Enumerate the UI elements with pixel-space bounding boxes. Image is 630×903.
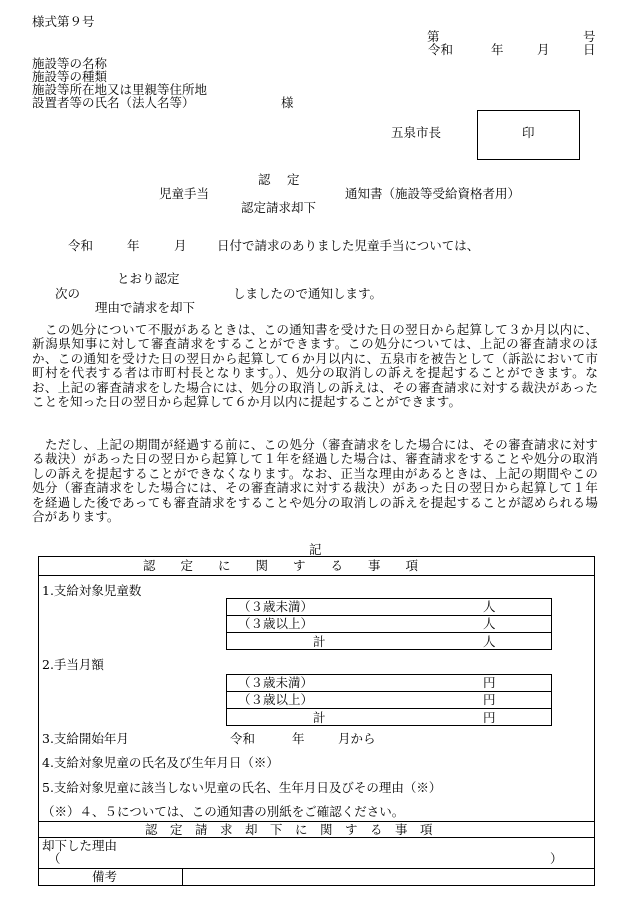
item3-month: 月から bbox=[338, 731, 376, 746]
item2-over3-label: （３歳以上） bbox=[238, 692, 314, 707]
item2-over3-unit: 円 bbox=[483, 692, 496, 707]
item1-over3-unit: 人 bbox=[483, 616, 496, 631]
remarks-label: 備考 bbox=[92, 869, 118, 884]
document-number-suffix: 号 bbox=[583, 29, 596, 44]
rejection-reason-label: 却下した理由 bbox=[42, 838, 118, 853]
item1-row-divider bbox=[226, 632, 552, 633]
title-option-rejection: 認定請求却下 bbox=[241, 200, 317, 215]
item1-over3-label: （３歳以上） bbox=[238, 616, 314, 631]
item5-label: 5.支給対象児童に該当しない児童の氏名、生年月日及びその理由（※） bbox=[42, 780, 442, 795]
intro-tail: しましたので通知します。 bbox=[233, 286, 383, 301]
item1-total-label: 計 bbox=[313, 634, 326, 649]
date-day: 日 bbox=[583, 42, 596, 57]
table-note: （※）４、５については、この通知書の別紙をご確認ください。 bbox=[42, 804, 405, 819]
item2-label: 2.手当月額 bbox=[42, 657, 104, 672]
intro-option-rejection: 理由で請求を却下 bbox=[95, 300, 196, 315]
item3-era: 令和 bbox=[230, 731, 256, 746]
intro-era: 令和 bbox=[68, 238, 94, 253]
table-divider bbox=[38, 575, 595, 576]
intro-option-recognition: とおり認定 bbox=[117, 271, 180, 286]
remarks-divider bbox=[38, 868, 595, 869]
document-number-prefix: 第 bbox=[427, 29, 440, 44]
item3-label: 3.支給開始年月 bbox=[42, 731, 129, 746]
title-notice: 通知書（施設等受給資格者用） bbox=[345, 186, 521, 201]
date-year: 年 bbox=[491, 42, 504, 57]
item2-row-divider bbox=[226, 708, 552, 709]
appeal-paragraph-1: この処分について不服があるときは、この通知書を受けた日の翌日から起算して３か月以内に、新潟県知事に対して審査請求をすることができます。この処分については、上記の審査請求のほか、この通知を受けた日の翌日から起算して６か月以内に、五泉市を被告として（訴訟において市町村を代表する者は市町村長となります。）、処分の取消しの訴えを提起することができます。なお、上記の審査請求をした場合には、処分の取消しの訴えは、その審査請求に対する裁決があったことを知った日の翌日から起算して６か月以内に提起することができます。 bbox=[32, 322, 598, 410]
item1-under3-unit: 人 bbox=[483, 599, 496, 614]
item2-total-label: 計 bbox=[313, 710, 326, 725]
item1-under3-label: （３歳未満） bbox=[238, 599, 314, 614]
intro-text: 日付で請求のありました児童手当については、 bbox=[217, 238, 480, 253]
item1-label: 1.支給対象児童数 bbox=[42, 583, 142, 598]
rejection-reason-open: （ bbox=[48, 851, 61, 866]
intro-next: 次の bbox=[55, 286, 81, 301]
rejection-reason-close: ） bbox=[550, 851, 563, 866]
seal-mark: 印 bbox=[522, 125, 535, 140]
form-number: 様式第９号 bbox=[32, 14, 95, 29]
recipient-owner-name: 設置者等の氏名（法人名等） bbox=[32, 95, 195, 110]
remarks-column-divider bbox=[182, 868, 183, 886]
ki-mark: 記 bbox=[309, 542, 322, 557]
issuer-name: 五泉市長 bbox=[391, 125, 442, 140]
section-divider bbox=[38, 837, 595, 838]
recipient-honorific: 様 bbox=[281, 95, 294, 110]
appeal-paragraph-2: ただし、上記の期間が経過する前に、この処分（審査請求をした場合には、その審査請求に対する裁決）があった日の翌日から起算して１年を経過した場合は、審査請求をすることや処分の取消しの訴えを提起することができなくなります。なお、正当な理由があるときは、上記の期間やこの処分（審査請求をした場合には、その審査請求に対する裁決）があった日の翌日から起算して１年を経過した後であっても審査請求をすることや処分の取消しの訴えを提起することが認められる場合があります。 bbox=[32, 437, 598, 525]
item2-total-unit: 円 bbox=[483, 710, 496, 725]
title-child-allowance: 児童手当 bbox=[159, 186, 210, 201]
item3-year: 年 bbox=[292, 731, 305, 746]
item4-label: 4.支給対象児童の氏名及び生年月日（※） bbox=[42, 755, 279, 770]
section-rejection-header: 認 定 請 求 却 下 に 関 す る 事 項 bbox=[145, 822, 433, 837]
date-month: 月 bbox=[537, 42, 550, 57]
date-era: 令和 bbox=[428, 42, 454, 57]
recipient-facility-type: 施設等の種類 bbox=[32, 69, 108, 84]
item2-under3-label: （３歳未満） bbox=[238, 675, 314, 690]
title-option-recognition: 認 定 bbox=[258, 172, 302, 187]
intro-year: 年 bbox=[127, 238, 140, 253]
intro-month: 月 bbox=[174, 238, 187, 253]
section-recognition-header: 認 定 に 関 す る 事 項 bbox=[143, 558, 419, 573]
item1-total-unit: 人 bbox=[483, 634, 496, 649]
item2-under3-unit: 円 bbox=[483, 675, 496, 690]
recipient-facility-name: 施設等の名称 bbox=[32, 56, 108, 71]
recipient-address: 施設等所在地又は里親等住所地 bbox=[32, 82, 208, 97]
